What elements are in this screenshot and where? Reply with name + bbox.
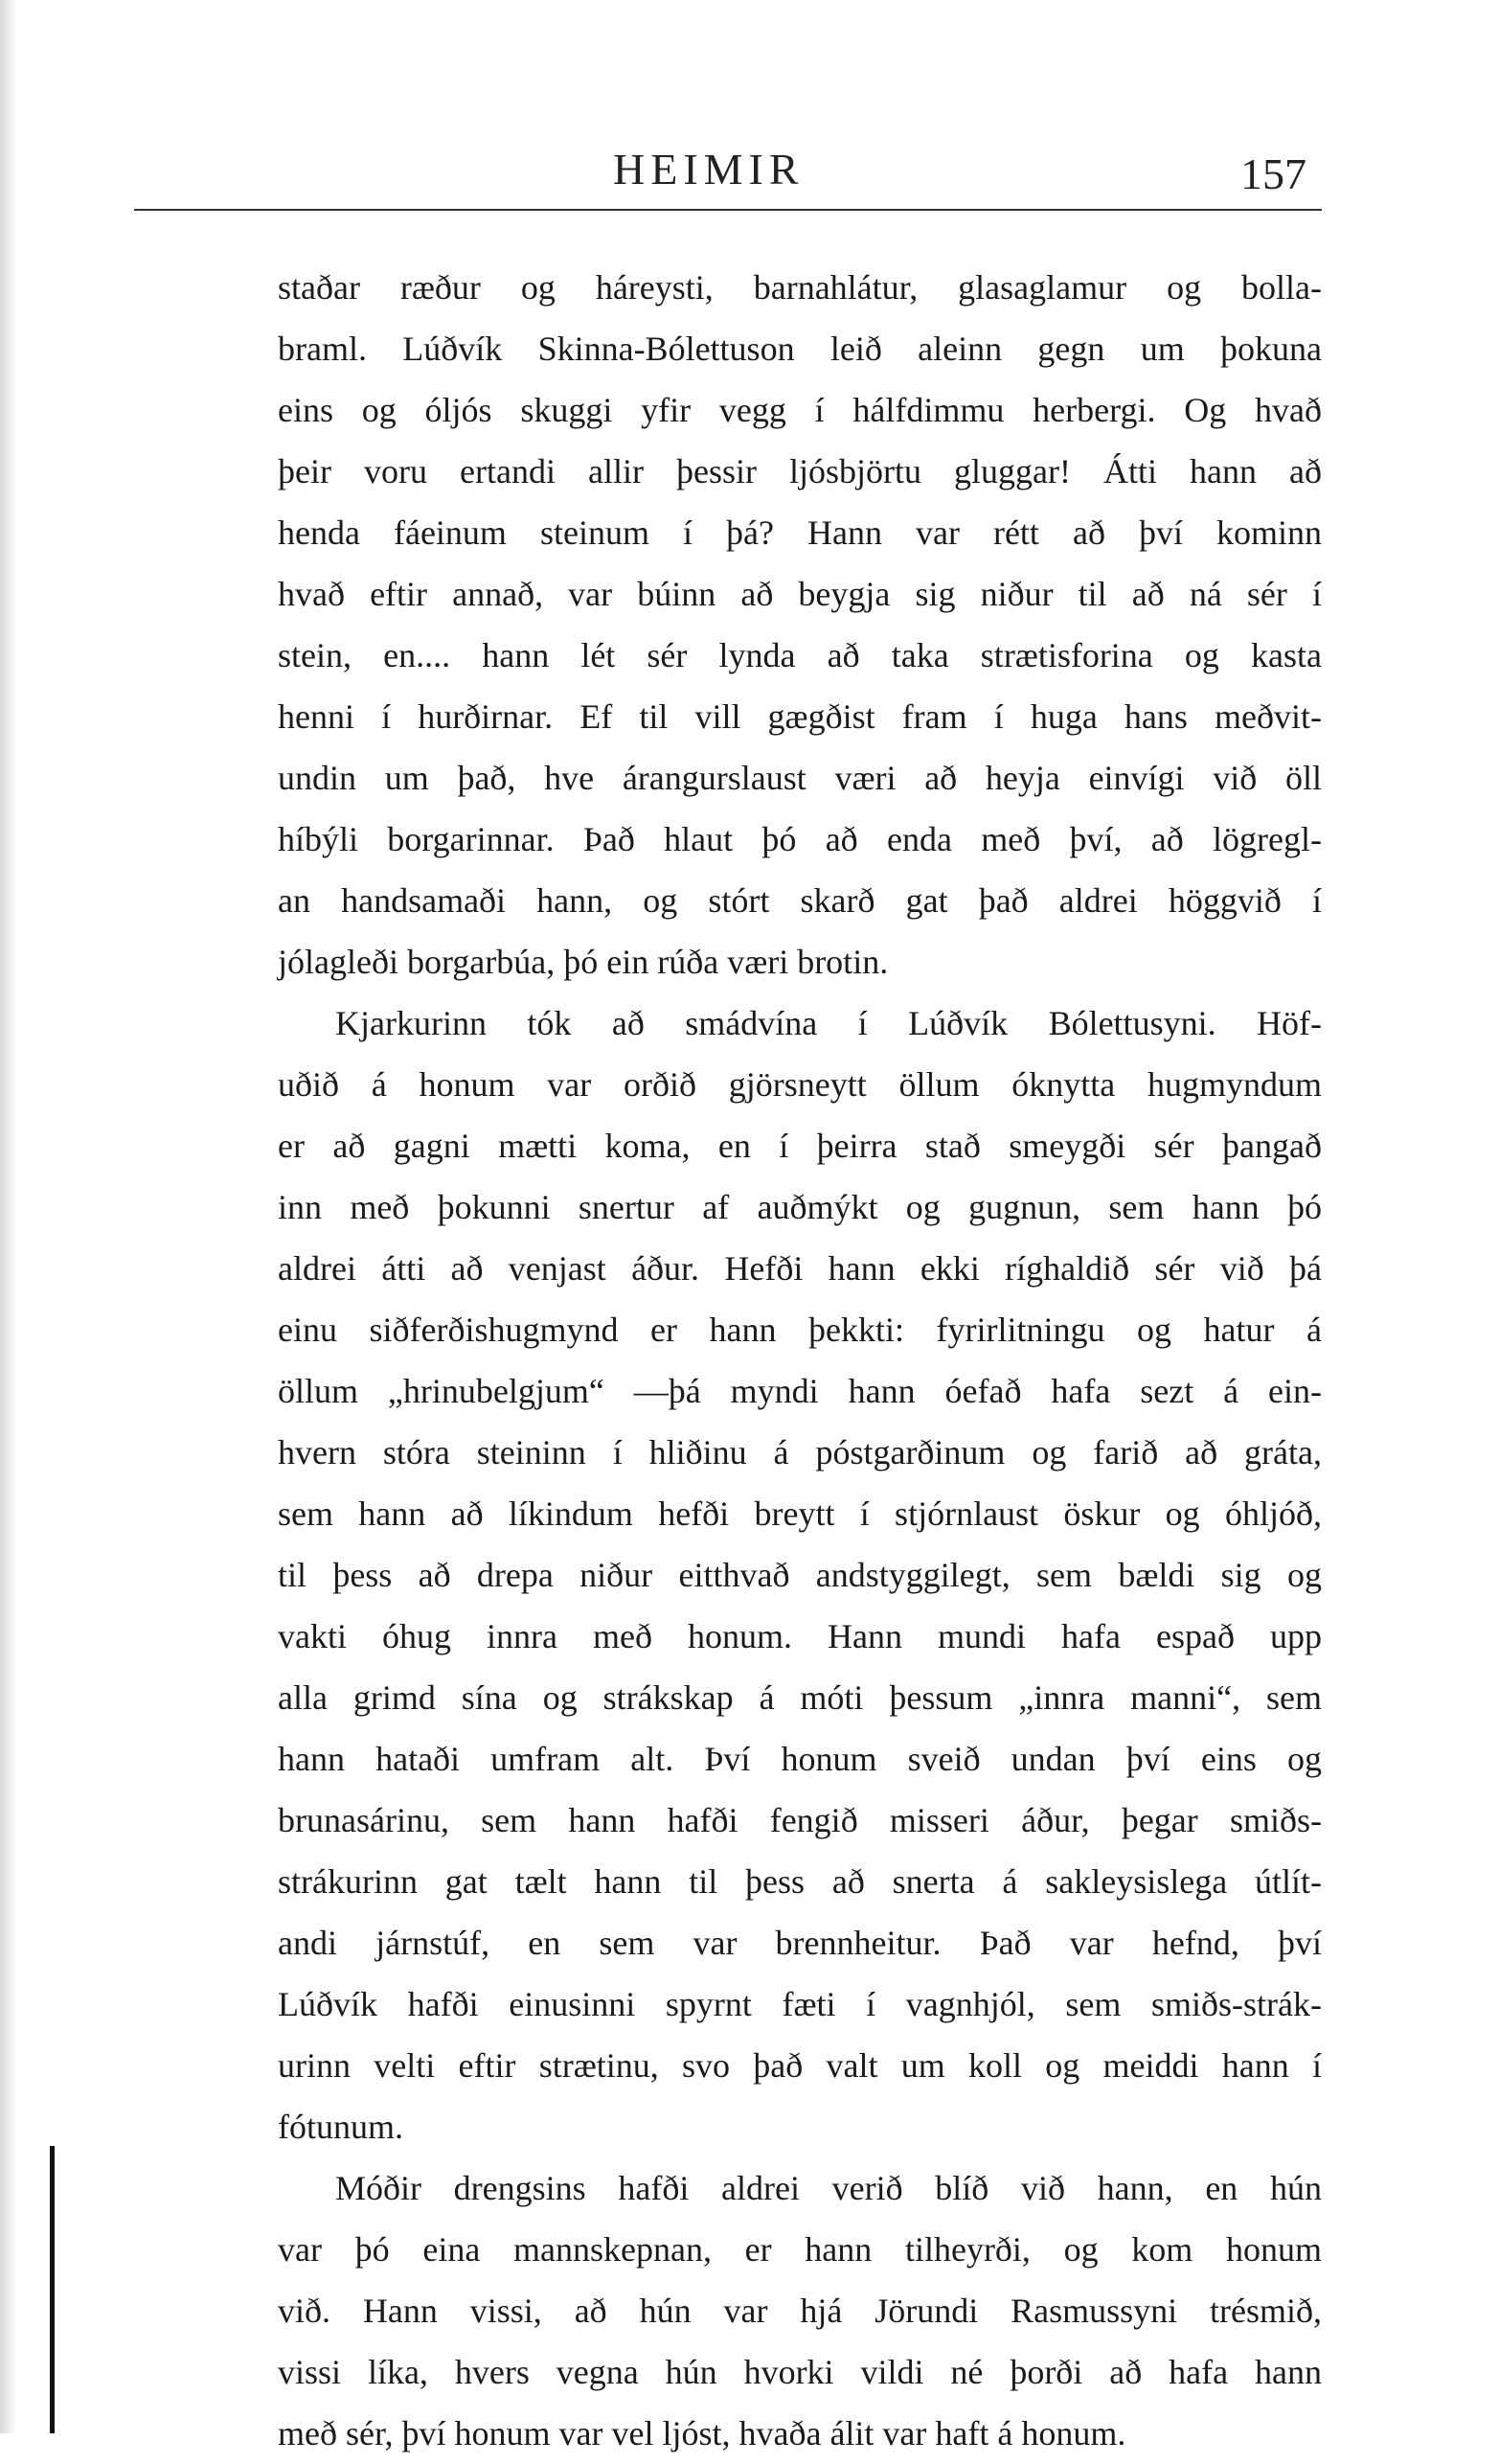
paragraph-start-line: Kjarkurinn tók að smádvína í Lúðvík Bólettusyni. Höf- xyxy=(335,1004,1322,1042)
text-line: híbýli borgarinnar. Það hlaut þó að enda með því, að lögregl- xyxy=(278,820,1322,858)
text-line: var þó eina mannskepnan, er hann tilheyrði, og kom honum xyxy=(278,2230,1322,2269)
text-line: sem hann að líkindum hefði breytt í stjórnlaust öskur og óhljóð, xyxy=(278,1494,1322,1533)
text-line: þeir voru ertandi allir þessir ljósbjörtu gluggar! Átti hann að xyxy=(278,452,1322,491)
text-line: fótunum. xyxy=(278,2108,403,2146)
text-line: einu siðferðishugmynd er hann þekkti: fyrirlitningu og hatur á xyxy=(278,1311,1322,1349)
text-line: uðið á honum var orðið gjörsneytt öllum óknytta hugmyndum xyxy=(278,1065,1322,1104)
text-line: brunasárinu, sem hann hafði fengið misseri áður, þegar smiðs- xyxy=(278,1801,1322,1839)
text-line: strákurinn gat tælt hann til þess að snerta á sakleysislega útlít- xyxy=(278,1862,1322,1901)
text-line: inn með þokunni snertur af auðmýkt og gugnun, sem hann þó xyxy=(278,1188,1322,1226)
text-line: með sér, því honum var vel ljóst, hvaða álit var haft á honum. xyxy=(278,2414,1126,2453)
text-line: til þess að drepa niður eitthvað andstyggilegt, sem bældi sig og xyxy=(278,1556,1322,1594)
body-text xyxy=(278,257,1331,2464)
paragraph-start-line: Móðir drengsins hafði aldrei verið blíð við hann, en hún xyxy=(335,2169,1322,2207)
text-line: vakti óhug innra með honum. Hann mundi hafa espað upp xyxy=(278,1617,1322,1655)
running-title: HEIMIR xyxy=(613,145,805,194)
text-line: urinn velti eftir strætinu, svo það valt um koll og meiddi hann í xyxy=(278,2046,1322,2085)
text-line: stein, en.... hann lét sér lynda að taka strætisforina og kasta xyxy=(278,636,1322,674)
text-line: hvern stóra steininn í hliðinu á póstgarðinum og farið að gráta, xyxy=(278,1433,1322,1472)
page-number: 157 xyxy=(1240,149,1306,198)
binding-edge xyxy=(50,2146,55,2433)
text-line: henda fáeinum steinum í þá? Hann var rétt að því kominn xyxy=(278,513,1322,552)
text-line: vissi líka, hvers vegna hún hvorki vildi né þorði að hafa hann xyxy=(278,2353,1322,2391)
text-line: hvað eftir annað, var búinn að beygja sig niður til að ná sér í xyxy=(278,575,1322,613)
text-line: staðar ræður og háreysti, barnahlátur, glasaglamur og bolla- xyxy=(278,268,1322,307)
text-line: jólagleði borgarbúa, þó ein rúða væri brotin. xyxy=(278,943,889,981)
text-line: Lúðvík hafði einusinni spyrnt fæti í vagnhjól, sem smiðs-strák- xyxy=(278,1985,1322,2023)
text-line: eins og óljós skuggi yfir vegg í hálfdimmu herbergi. Og hvað xyxy=(278,391,1322,429)
header-rule xyxy=(134,209,1322,211)
text-line: öllum „hrinubelgjum“ —þá myndi hann óefað hafa sezt á ein- xyxy=(278,1372,1322,1410)
text-line: an handsamaði hann, og stórt skarð gat það aldrei höggvið í xyxy=(278,881,1322,920)
text-line: undin um það, hve árangurslaust væri að heyja einvígi við öll xyxy=(278,759,1322,797)
text-line: alla grimd sína og strákskap á móti þessum „innra manni“, sem xyxy=(278,1678,1322,1717)
text-line: við. Hann vissi, að hún var hjá Jörundi Rasmussyni trésmið, xyxy=(278,2292,1322,2330)
text-line: braml. Lúðvík Skinna-Bólettuson leið aleinn gegn um þokuna xyxy=(278,330,1322,368)
binding-gutter xyxy=(0,0,17,2433)
text-line: er að gagni mætti koma, en í þeirra stað smeygði sér þangað xyxy=(278,1127,1322,1165)
text-line: aldrei átti að venjast áður. Hefði hann ekki ríghaldið sér við þá xyxy=(278,1249,1322,1288)
text-line: andi járnstúf, en sem var brennheitur. Það var hefnd, því xyxy=(278,1924,1322,1962)
text-line: hann hataði umfram alt. Því honum sveið undan því eins og xyxy=(278,1740,1322,1778)
text-line: henni í hurðirnar. Ef til vill gægðist fram í huga hans meðvit- xyxy=(278,697,1322,736)
